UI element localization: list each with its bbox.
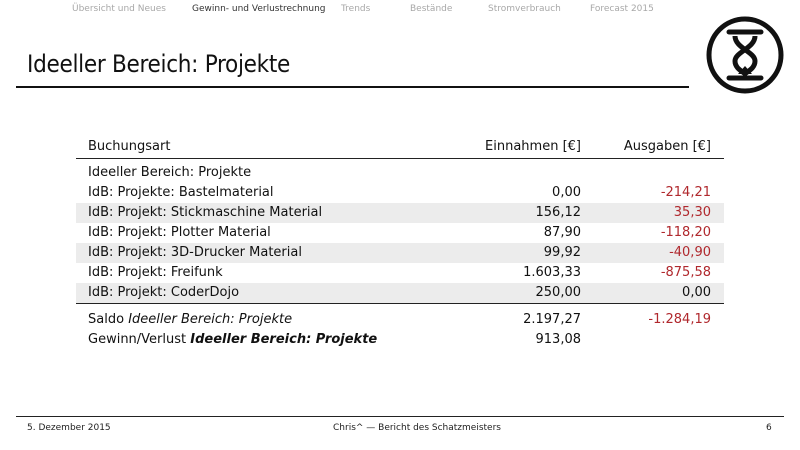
footer-page-number: 6 [766, 423, 772, 433]
hourglass-logo-icon [704, 14, 786, 96]
footer-title: Chris^ — Bericht des Schatzmeisters [333, 423, 501, 433]
profit-value: 913,08 [535, 332, 581, 347]
saldo-prefix: Saldo [88, 312, 125, 327]
nav-item-gewinn-verlust[interactable]: Gewinn- und Verlustrechnung [192, 4, 326, 14]
nav-item-uebersicht[interactable]: Übersicht und Neues [72, 4, 166, 14]
profit-prefix: Gewinn/Verlust [88, 332, 187, 347]
saldo-name: Ideeller Bereich: Projekte [128, 312, 293, 327]
profit-row [76, 330, 724, 350]
ledger-table [76, 136, 724, 350]
footer-divider [16, 416, 784, 417]
row-expense: -118,20 [660, 225, 711, 240]
row-label: IdB: Projekt: Plotter Material [88, 225, 271, 240]
saldo-label [88, 310, 292, 330]
table-row [76, 243, 724, 263]
page-title: Ideeller Bereich: Projekte [27, 50, 290, 78]
row-income: 156,12 [535, 205, 581, 220]
row-expense: 35,30 [673, 205, 711, 220]
footer-date: 5. Dezember 2015 [27, 423, 111, 433]
group-label-row [76, 163, 724, 183]
row-income: 99,92 [543, 245, 581, 260]
row-expense: -40,90 [669, 245, 711, 260]
row-label: IdB: Projekte: Bastelmaterial [88, 185, 274, 200]
header-einnahmen: Einnahmen [€] [485, 139, 581, 154]
row-expense: -875,58 [660, 265, 711, 280]
row-income: 1.603,33 [523, 265, 581, 280]
row-expense: -214,21 [660, 185, 711, 200]
table-row [76, 283, 724, 304]
row-label: IdB: Projekt: 3D-Drucker Material [88, 245, 302, 260]
nav-item-forecast[interactable]: Forecast 2015 [590, 4, 654, 14]
profit-label [88, 330, 377, 350]
row-income: 0,00 [552, 185, 581, 200]
nav-item-bestaende[interactable]: Bestände [410, 4, 453, 14]
table-row [76, 263, 724, 283]
header-buchungsart: Buchungsart [88, 139, 171, 154]
section-navigation [0, 4, 800, 18]
title-divider [16, 86, 689, 88]
saldo-expense: -1.284,19 [648, 312, 711, 327]
nav-item-trends[interactable]: Trends [341, 4, 371, 14]
nav-item-stromverbrauch[interactable]: Stromverbrauch [488, 4, 561, 14]
header-ausgaben: Ausgaben [€] [623, 139, 711, 154]
table-row [76, 183, 724, 203]
row-label: IdB: Projekt: Stickmaschine Material [88, 205, 323, 220]
saldo-row [76, 310, 724, 330]
row-income: 250,00 [535, 285, 581, 300]
row-label: IdB: Projekt: CoderDojo [88, 285, 240, 300]
row-label: IdB: Projekt: Freifunk [88, 265, 223, 280]
table-row [76, 203, 724, 223]
row-expense: 0,00 [682, 285, 711, 300]
table-row [76, 223, 724, 243]
profit-name: Ideeller Bereich: Projekte [190, 332, 378, 347]
saldo-income: 2.197,27 [523, 312, 581, 327]
group-label: Ideeller Bereich: Projekte [88, 165, 252, 180]
row-income: 87,90 [543, 225, 581, 240]
table-header-row [76, 136, 724, 159]
